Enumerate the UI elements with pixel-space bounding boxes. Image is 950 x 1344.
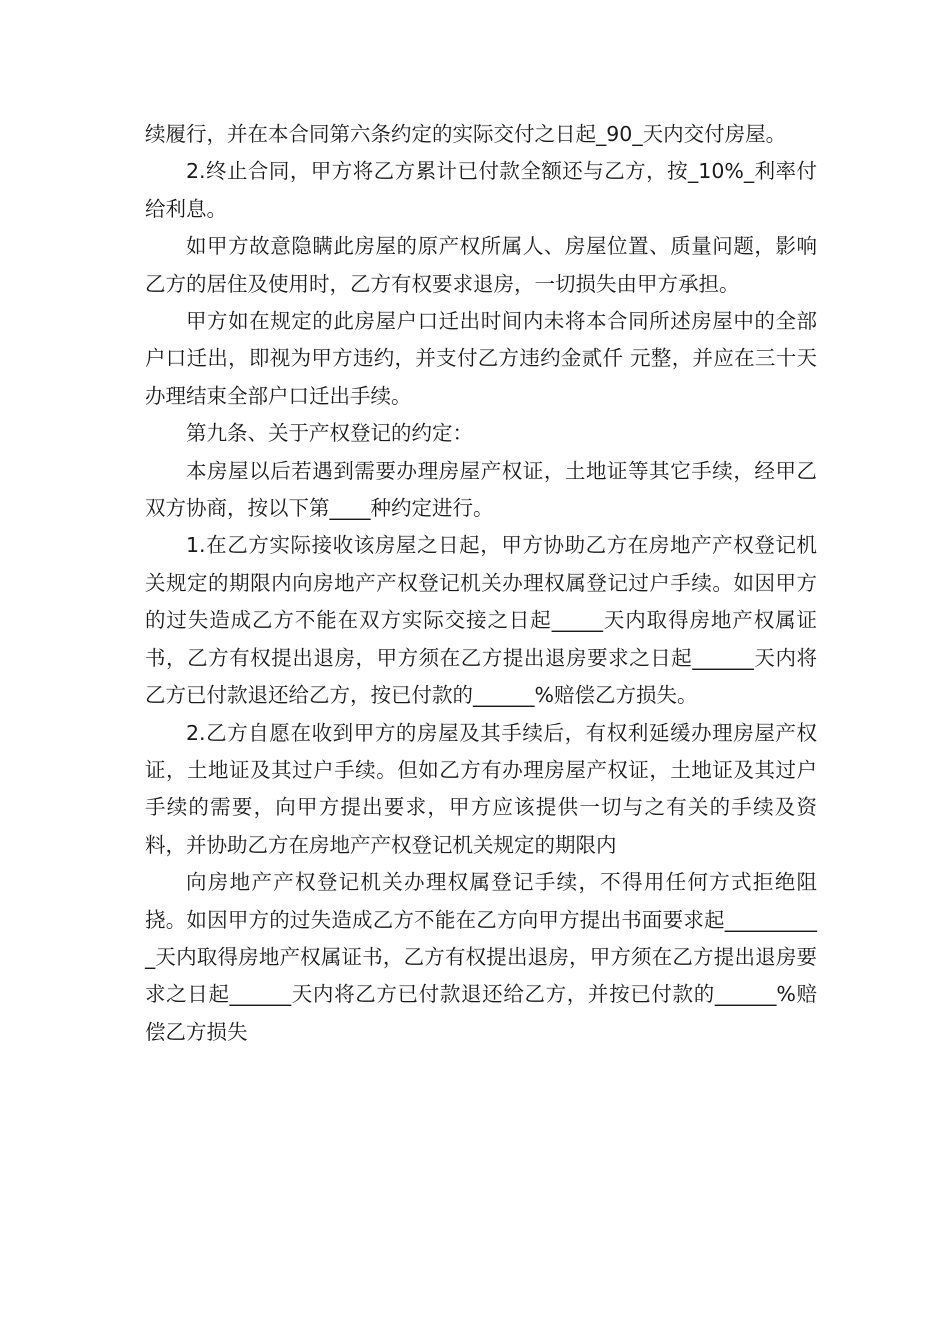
paragraph-2: 2.终止合同，甲方将乙方累计已付款全额还与乙方，按_10%_利率付给利息。 xyxy=(145,159,817,221)
section-heading-article-9: 第九条、关于产权登记的约定： xyxy=(186,421,473,446)
paragraph-6: 本房屋以后若遇到需要办理房屋产权证，土地证等其它手续，经甲乙双方协商，按以下第____种约定进行。 xyxy=(145,458,817,521)
paragraph-3: 如甲方故意隐瞒此房屋的原产权所属人、房屋位置、质量问题，影响乙方的居住及使用时，乙方有权要求退房，一切损失由甲方承担。 xyxy=(145,234,817,296)
paragraph-7: 1.在乙方实际接收该房屋之日起，甲方协助乙方在房地产产权登记机关规定的期限内向房地产产权登记机关办理权属登记过户手续。如因甲方的过失造成乙方不能在双方实际交接之日起_____天内取得房地产权属证书，乙方有权提出退房，甲方须在乙方提出退房要求之日起______天内将乙方已付款退还给乙方，按已付款的______%赔偿乙方损失。 xyxy=(145,533,817,708)
document-body xyxy=(145,116,817,1051)
paragraph-8: 2.乙方自愿在收到甲方的房屋及其手续后，有权利延缓办理房屋产权证，土地证及其过户手续。但如乙方有办理房屋产权证，土地证及其过户手续的需要，向甲方提出要求，甲方应该提供一切与之有关的手续及资料，并协助乙方在房地产产权登记机关规定的期限内 xyxy=(145,720,817,857)
paragraph-1: 续履行，并在本合同第六条约定的实际交付之日起_90_天内交付房屋。 xyxy=(145,122,787,146)
paragraph-4: 甲方如在规定的此房屋户口迁出时间内未将本合同所述房屋中的全部户口迁出，即视为甲方违约，并支付乙方违约金贰仟 元整，并应在三十天办理结束全部户口迁出手续。 xyxy=(145,309,817,408)
paragraph-9: 向房地产产权登记机关办理权属登记手续，不得用任何方式拒绝阻挠。如因甲方的过失造成乙方不能在乙方向甲方提出书面要求起__________天内取得房地产权属证书，乙方有权提出退房，甲方须在乙方提出退房要求之日起______天内将乙方已付款退还给乙方，并按已付款的______%赔偿乙方损失 xyxy=(145,870,817,1044)
